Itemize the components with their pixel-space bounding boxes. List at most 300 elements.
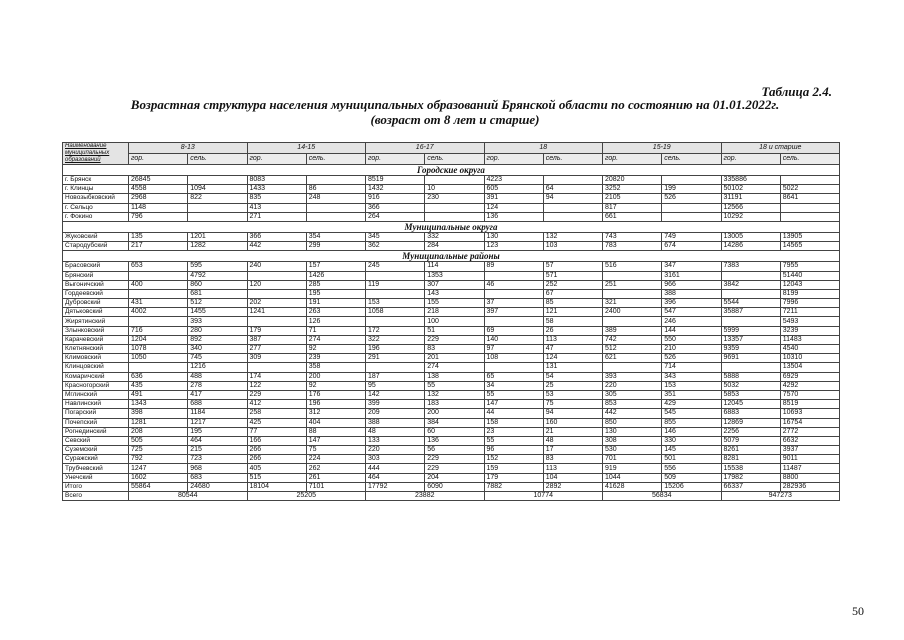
table-cell: 229 xyxy=(425,464,484,473)
table-cell: 50102 xyxy=(721,185,780,194)
table-cell: 716 xyxy=(129,326,188,335)
table-cell: 75 xyxy=(306,446,365,455)
table-cell: 7383 xyxy=(721,262,780,271)
table-cell: 388 xyxy=(662,289,721,298)
table-cell: 278 xyxy=(188,381,247,390)
table-cell: 605 xyxy=(484,185,543,194)
table-cell: 783 xyxy=(603,242,662,251)
table-cell: 1455 xyxy=(188,308,247,317)
row-name: Мглинский xyxy=(63,390,129,399)
table-cell: 743 xyxy=(603,232,662,241)
table-cell: 10292 xyxy=(721,212,780,221)
total-cell: 41628 xyxy=(603,482,662,491)
table-cell: 387 xyxy=(247,335,306,344)
table-cell xyxy=(721,317,780,326)
table-row xyxy=(63,436,840,445)
table-cell: 100 xyxy=(425,317,484,326)
table-cell: 94 xyxy=(543,194,602,203)
table-cell: 10310 xyxy=(780,354,839,363)
table-cell: 464 xyxy=(188,436,247,445)
row-name: Климовский xyxy=(63,354,129,363)
table-cell: 158 xyxy=(484,418,543,427)
table-cell: 119 xyxy=(366,280,425,289)
table-cell: 12566 xyxy=(721,203,780,212)
table-cell: 17 xyxy=(543,446,602,455)
table-cell: 83 xyxy=(543,455,602,464)
table-cell: 399 xyxy=(366,400,425,409)
table-cell: 155 xyxy=(425,299,484,308)
sub-header-rural: сель. xyxy=(662,154,721,165)
table-cell: 3252 xyxy=(603,185,662,194)
table-row xyxy=(63,299,840,308)
table-cell: 389 xyxy=(603,326,662,335)
table-cell: 509 xyxy=(662,473,721,482)
table-cell: 817 xyxy=(603,203,662,212)
table-cell: 201 xyxy=(425,354,484,363)
table-cell: 2400 xyxy=(603,308,662,317)
table-row xyxy=(63,418,840,427)
table-cell: 526 xyxy=(662,354,721,363)
table-cell: 159 xyxy=(484,464,543,473)
table-cell: 183 xyxy=(425,400,484,409)
table-cell: 835 xyxy=(247,194,306,203)
table-cell: 366 xyxy=(247,232,306,241)
table-cell: 745 xyxy=(188,354,247,363)
table-cell xyxy=(129,317,188,326)
row-name: Гордеевский xyxy=(63,289,129,298)
table-row xyxy=(63,280,840,289)
table-cell: 5022 xyxy=(780,185,839,194)
total-cell: 7101 xyxy=(306,482,365,491)
table-cell: 621 xyxy=(603,354,662,363)
table-cell xyxy=(129,289,188,298)
table-cell: 176 xyxy=(306,390,365,399)
table-cell: 343 xyxy=(662,372,721,381)
table-cell: 218 xyxy=(425,308,484,317)
table-cell: 271 xyxy=(247,212,306,221)
row-name: Брянский xyxy=(63,271,129,280)
table-cell xyxy=(721,363,780,372)
table-cell: 284 xyxy=(425,242,484,251)
grand-total-cell: 10774 xyxy=(484,492,603,501)
row-name: Погарский xyxy=(63,409,129,418)
table-cell: 362 xyxy=(366,242,425,251)
table-row xyxy=(63,194,840,203)
table-cell: 202 xyxy=(247,299,306,308)
table-cell xyxy=(662,176,721,185)
table-cell xyxy=(780,176,839,185)
table-cell: 136 xyxy=(484,212,543,221)
table-cell: 64 xyxy=(543,185,602,194)
row-name: Клинцовский xyxy=(63,363,129,372)
sub-header-rural: сель. xyxy=(188,154,247,165)
table-cell: 435 xyxy=(129,381,188,390)
table-cell: 393 xyxy=(188,317,247,326)
grand-total-cell: 23882 xyxy=(366,492,485,501)
grand-total-cell: 25205 xyxy=(247,492,366,501)
table-cell: 264 xyxy=(366,212,425,221)
table-cell: 5999 xyxy=(721,326,780,335)
table-cell: 85 xyxy=(543,299,602,308)
table-cell xyxy=(247,289,306,298)
row-name: Карачевский xyxy=(63,335,129,344)
table-cell: 67 xyxy=(543,289,602,298)
table-row xyxy=(63,390,840,399)
table-body xyxy=(63,165,840,501)
table-cell: 515 xyxy=(247,473,306,482)
table-cell: 8519 xyxy=(366,176,425,185)
table-cell: 1094 xyxy=(188,185,247,194)
table-cell: 332 xyxy=(425,232,484,241)
table-cell xyxy=(780,212,839,221)
table-cell: 384 xyxy=(425,418,484,427)
table-cell: 501 xyxy=(662,455,721,464)
table-cell: 65 xyxy=(484,372,543,381)
table-cell: 308 xyxy=(603,436,662,445)
table-cell: 37 xyxy=(484,299,543,308)
table-cell: 75 xyxy=(543,400,602,409)
table-cell: 277 xyxy=(247,345,306,354)
table-cell: 550 xyxy=(662,335,721,344)
table-cell: 916 xyxy=(366,194,425,203)
table-cell: 1058 xyxy=(366,308,425,317)
table-cell: 1281 xyxy=(129,418,188,427)
table-cell: 2968 xyxy=(129,194,188,203)
table-cell: 204 xyxy=(425,473,484,482)
table-cell: 92 xyxy=(306,381,365,390)
table-cell: 661 xyxy=(603,212,662,221)
table-cell: 122 xyxy=(247,381,306,390)
grand-total-cell: 56834 xyxy=(603,492,722,501)
table-cell: 1217 xyxy=(188,418,247,427)
table-cell: 20820 xyxy=(603,176,662,185)
grand-total-label: Всего xyxy=(63,492,129,501)
grand-total-cell: 947273 xyxy=(721,492,840,501)
table-row xyxy=(63,446,840,455)
table-cell: 1044 xyxy=(603,473,662,482)
table-cell xyxy=(603,317,662,326)
table-cell: 429 xyxy=(662,400,721,409)
table-cell: 4223 xyxy=(484,176,543,185)
table-cell: 417 xyxy=(188,390,247,399)
table-cell: 94 xyxy=(543,409,602,418)
table-cell: 335886 xyxy=(721,176,780,185)
row-name: Суражский xyxy=(63,455,129,464)
table-row xyxy=(63,381,840,390)
table-cell xyxy=(543,203,602,212)
table-header xyxy=(63,143,840,165)
table-cell xyxy=(721,271,780,280)
table-cell: 56 xyxy=(425,446,484,455)
table-cell: 3842 xyxy=(721,280,780,289)
table-cell: 4292 xyxy=(780,381,839,390)
table-cell: 1433 xyxy=(247,185,306,194)
table-cell: 245 xyxy=(366,262,425,271)
table-cell: 196 xyxy=(306,400,365,409)
table-cell: 195 xyxy=(188,427,247,436)
section-title: Муниципальные районы xyxy=(63,251,840,262)
table-title: Возрастная структура населения муниципальных образований Брянской области по состоянию на 01.01.2022г. xyxy=(130,97,780,112)
table-cell: 309 xyxy=(247,354,306,363)
table-cell: 968 xyxy=(188,464,247,473)
table-cell: 2105 xyxy=(603,194,662,203)
table-cell: 263 xyxy=(306,308,365,317)
table-cell: 135 xyxy=(129,232,188,241)
table-cell: 5032 xyxy=(721,381,780,390)
table-cell: 5544 xyxy=(721,299,780,308)
table-subtitle: (возраст от 8 лет и старше) xyxy=(370,112,540,127)
table-cell: 13005 xyxy=(721,232,780,241)
table-cell: 404 xyxy=(306,418,365,427)
table-cell: 97 xyxy=(484,345,543,354)
row-name: Жуковский xyxy=(63,232,129,241)
table-cell: 5079 xyxy=(721,436,780,445)
row-name: Севский xyxy=(63,436,129,445)
table-cell: 130 xyxy=(484,232,543,241)
table-cell: 47 xyxy=(543,345,602,354)
table-cell xyxy=(247,317,306,326)
table-cell xyxy=(425,203,484,212)
row-name: Новозыбковский xyxy=(63,194,129,203)
table-cell xyxy=(425,212,484,221)
table-cell: 123 xyxy=(484,242,543,251)
table-cell: 4002 xyxy=(129,308,188,317)
table-cell xyxy=(662,212,721,221)
table-cell: 108 xyxy=(484,354,543,363)
row-name: Навлинский xyxy=(63,400,129,409)
table-cell: 653 xyxy=(129,262,188,271)
table-cell: 1343 xyxy=(129,400,188,409)
table-cell: 16754 xyxy=(780,418,839,427)
table-cell: 266 xyxy=(247,455,306,464)
table-cell xyxy=(366,363,425,372)
table-cell: 8261 xyxy=(721,446,780,455)
population-table-wrapper xyxy=(62,142,840,501)
table-cell: 166 xyxy=(247,436,306,445)
table-cell: 12869 xyxy=(721,418,780,427)
table-cell: 3937 xyxy=(780,446,839,455)
table-cell: 3239 xyxy=(780,326,839,335)
table-cell: 89 xyxy=(484,262,543,271)
table-cell: 53 xyxy=(543,390,602,399)
table-cell: 114 xyxy=(425,262,484,271)
table-cell: 351 xyxy=(662,390,721,399)
table-cell: 358 xyxy=(306,363,365,372)
table-cell: 688 xyxy=(188,400,247,409)
table-cell: 229 xyxy=(247,390,306,399)
total-cell: 2892 xyxy=(543,482,602,491)
table-row xyxy=(63,242,840,251)
table-cell: 48 xyxy=(543,436,602,445)
total-row xyxy=(63,482,840,491)
table-cell: 413 xyxy=(247,203,306,212)
table-cell: 1078 xyxy=(129,345,188,354)
row-name: Комаричский xyxy=(63,372,129,381)
table-cell: 55 xyxy=(425,381,484,390)
table-cell: 1432 xyxy=(366,185,425,194)
row-name: г. Брянск xyxy=(63,176,129,185)
row-name: Выгоничский xyxy=(63,280,129,289)
table-cell: 130 xyxy=(603,427,662,436)
table-cell: 120 xyxy=(247,280,306,289)
table-cell: 425 xyxy=(247,418,306,427)
table-cell: 405 xyxy=(247,464,306,473)
table-cell: 266 xyxy=(247,446,306,455)
table-cell: 51440 xyxy=(780,271,839,280)
table-cell: 10693 xyxy=(780,409,839,418)
table-cell: 431 xyxy=(129,299,188,308)
table-cell: 321 xyxy=(603,299,662,308)
table-cell: 1426 xyxy=(306,271,365,280)
total-cell: 6090 xyxy=(425,482,484,491)
table-cell: 143 xyxy=(425,289,484,298)
table-cell xyxy=(366,271,425,280)
table-cell: 966 xyxy=(662,280,721,289)
table-cell: 530 xyxy=(603,446,662,455)
table-cell: 850 xyxy=(603,418,662,427)
table-cell: 69 xyxy=(484,326,543,335)
table-cell: 396 xyxy=(662,299,721,308)
table-cell xyxy=(543,176,602,185)
table-cell: 412 xyxy=(247,400,306,409)
table-row xyxy=(63,354,840,363)
table-cell: 21 xyxy=(543,427,602,436)
table-cell: 305 xyxy=(603,390,662,399)
table-cell: 274 xyxy=(425,363,484,372)
table-cell: 345 xyxy=(366,232,425,241)
table-cell: 547 xyxy=(662,308,721,317)
table-row xyxy=(63,372,840,381)
table-cell: 1184 xyxy=(188,409,247,418)
table-cell: 187 xyxy=(366,372,425,381)
table-cell: 636 xyxy=(129,372,188,381)
table-cell: 505 xyxy=(129,436,188,445)
row-name: Клетнянский xyxy=(63,345,129,354)
table-cell: 71 xyxy=(306,326,365,335)
sub-header-urban: гор. xyxy=(366,154,425,165)
table-cell: 516 xyxy=(603,262,662,271)
table-row xyxy=(63,232,840,241)
table-cell: 860 xyxy=(188,280,247,289)
table-cell: 347 xyxy=(662,262,721,271)
table-cell: 152 xyxy=(484,455,543,464)
table-cell xyxy=(603,363,662,372)
table-cell: 58 xyxy=(543,317,602,326)
table-cell xyxy=(247,271,306,280)
table-cell: 340 xyxy=(188,345,247,354)
table-cell: 15538 xyxy=(721,464,780,473)
table-cell: 92 xyxy=(306,345,365,354)
table-cell: 5888 xyxy=(721,372,780,381)
sub-header-urban: гор. xyxy=(247,154,306,165)
row-name: г. Клинцы xyxy=(63,185,129,194)
table-cell: 44 xyxy=(484,409,543,418)
group-header: 8-13 xyxy=(129,143,248,154)
table-cell: 13357 xyxy=(721,335,780,344)
sub-header-rural: сель. xyxy=(780,154,839,165)
table-cell: 792 xyxy=(129,455,188,464)
table-cell xyxy=(306,203,365,212)
row-name: Почепский xyxy=(63,418,129,427)
table-cell: 354 xyxy=(306,232,365,241)
table-cell: 1241 xyxy=(247,308,306,317)
total-cell: 282936 xyxy=(780,482,839,491)
table-cell: 512 xyxy=(603,345,662,354)
table-cell: 491 xyxy=(129,390,188,399)
table-cell: 391 xyxy=(484,194,543,203)
table-cell: 136 xyxy=(425,436,484,445)
row-name: Стародубский xyxy=(63,242,129,251)
table-cell xyxy=(366,317,425,326)
table-row xyxy=(63,308,840,317)
table-row xyxy=(63,335,840,344)
row-name: г. Сельцо xyxy=(63,203,129,212)
sub-header-rural: сель. xyxy=(425,154,484,165)
table-cell: 179 xyxy=(484,473,543,482)
table-cell: 855 xyxy=(662,418,721,427)
total-cell: 17792 xyxy=(366,482,425,491)
table-cell: 8641 xyxy=(780,194,839,203)
table-cell: 749 xyxy=(662,232,721,241)
table-cell: 444 xyxy=(366,464,425,473)
table-cell: 31191 xyxy=(721,194,780,203)
table-cell: 146 xyxy=(662,427,721,436)
table-cell: 153 xyxy=(366,299,425,308)
table-cell: 200 xyxy=(306,372,365,381)
table-cell: 215 xyxy=(188,446,247,455)
table-cell: 1282 xyxy=(188,242,247,251)
table-cell xyxy=(721,289,780,298)
table-cell: 229 xyxy=(425,455,484,464)
total-cell: 24680 xyxy=(188,482,247,491)
section-header-row xyxy=(63,221,840,232)
row-name: Унечский xyxy=(63,473,129,482)
table-cell: 88 xyxy=(306,427,365,436)
table-cell: 9359 xyxy=(721,345,780,354)
table-cell: 54 xyxy=(543,372,602,381)
table-cell: 261 xyxy=(306,473,365,482)
table-cell: 11483 xyxy=(780,335,839,344)
table-cell: 398 xyxy=(129,409,188,418)
table-cell: 96 xyxy=(484,446,543,455)
table-cell xyxy=(662,203,721,212)
row-name: Красногорский xyxy=(63,381,129,390)
table-cell: 160 xyxy=(543,418,602,427)
table-cell: 172 xyxy=(366,326,425,335)
table-cell: 131 xyxy=(543,363,602,372)
table-row xyxy=(63,464,840,473)
table-cell: 1148 xyxy=(129,203,188,212)
sub-header-rural: сель. xyxy=(543,154,602,165)
table-cell: 512 xyxy=(188,299,247,308)
table-cell: 571 xyxy=(543,271,602,280)
table-cell: 742 xyxy=(603,335,662,344)
table-row xyxy=(63,185,840,194)
row-name: г. Фокино xyxy=(63,212,129,221)
table-row xyxy=(63,212,840,221)
group-header: 14-15 xyxy=(247,143,366,154)
table-cell: 366 xyxy=(366,203,425,212)
table-cell: 113 xyxy=(543,335,602,344)
table-cell: 199 xyxy=(662,185,721,194)
table-row xyxy=(63,363,840,372)
table-cell: 8083 xyxy=(247,176,306,185)
row-name: Суземский xyxy=(63,446,129,455)
header-group-row xyxy=(63,143,840,154)
table-cell xyxy=(484,271,543,280)
table-cell: 51 xyxy=(425,326,484,335)
row-name: Брасовский xyxy=(63,262,129,271)
